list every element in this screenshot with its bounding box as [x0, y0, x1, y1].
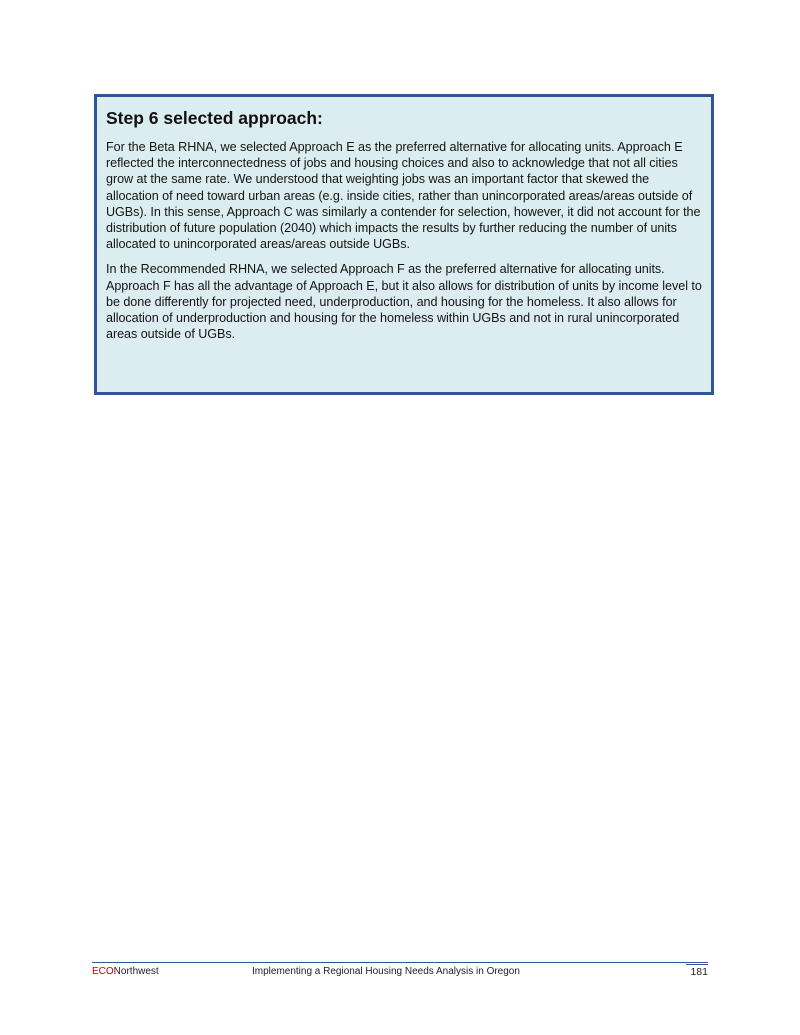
footer-document-title: Implementing a Regional Housing Needs Analysis in Oregon: [252, 966, 520, 977]
footer-page-number: 181: [690, 966, 708, 978]
footer-brand: [92, 966, 159, 977]
footer-page-number-rule: [686, 964, 708, 965]
callout-title: Step 6 selected approach:: [106, 108, 323, 128]
footer-rule: [92, 962, 708, 963]
callout-box: [94, 94, 714, 395]
callout-paragraph-beta-rhna: For the Beta RHNA, we selected Approach E as the preferred alternative for allocating units. Approach E reflected the interconnectedness of jobs and housing choices and also to acknowledge that not all cities grow at the same rate. We understood that weighting jobs was an important factor that skewed the allocation of need toward urban areas (e.g. inside cities, rather than unincorporated areas/areas outside of UGBs). In this sense, Approach C was similarly a contender for selection, however, it did not account for the distribution of future population (2040) which impacts the results by further reducing the number of units allocated to unincorporated areas/areas outside UGBs.: [106, 140, 701, 252]
footer-brand-accent: ECO: [92, 966, 114, 977]
callout-paragraph-recommended-rhna: In the Recommended RHNA, we selected Approach F as the preferred alternative for allocating units. Approach F has all the advantage of Approach E, but it also allows for distribution of units by income level to be done differently for projected need, underproduction, and housing for the homeless. It also allows for allocation of underproduction and housing for the homeless within UGBs and not in rural unincorporated areas outside of UGBs.: [106, 262, 702, 342]
footer-brand-rest: Northwest: [113, 966, 159, 977]
page-footer: [92, 962, 708, 982]
